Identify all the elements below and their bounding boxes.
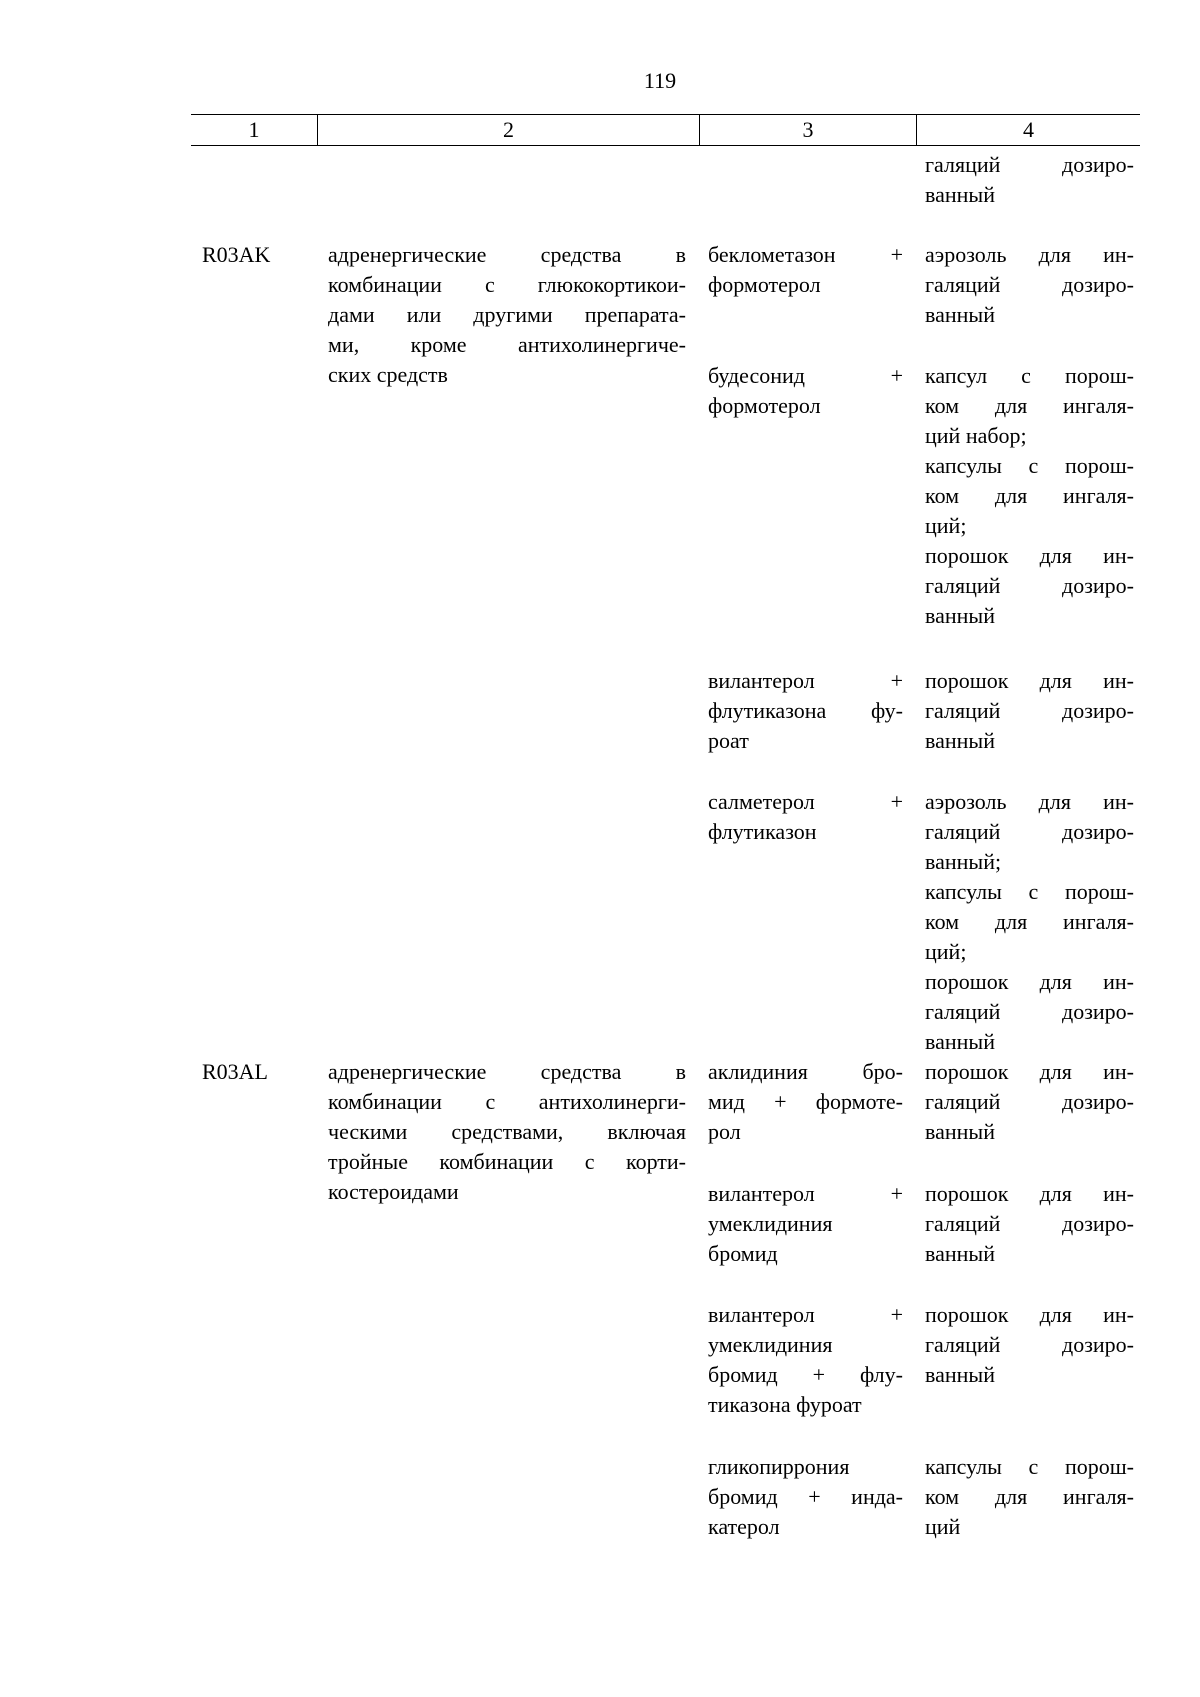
description-line: комбинации с антихолинерги- xyxy=(328,1089,686,1114)
form-line: галяций дозиро- xyxy=(925,698,1134,723)
drug-form xyxy=(925,787,1134,1057)
description-line: дами или другими препарата- xyxy=(328,302,686,327)
drug-name-line: рол xyxy=(708,1119,741,1144)
form-line: аэрозоль для ин- xyxy=(925,242,1134,267)
form-line: ций xyxy=(925,1514,961,1539)
drug-name xyxy=(708,787,903,847)
drug-name-line: вилантерол + xyxy=(708,1181,903,1206)
drug-name-line: гликопиррония xyxy=(708,1454,850,1479)
form-line: капсулы с порош- xyxy=(925,1454,1134,1479)
description-line: адренергические средства в xyxy=(328,1059,686,1084)
form-line: ком для ингаля- xyxy=(925,909,1134,934)
header-col-2: 2 xyxy=(503,117,514,142)
drug-name xyxy=(708,361,903,421)
form-line: ванный xyxy=(925,603,995,628)
form-line: ванный xyxy=(925,182,995,207)
description-line: ми, кроме антихолинергиче- xyxy=(328,332,686,357)
drug-name-line: вилантерол + xyxy=(708,1302,903,1327)
drug-form xyxy=(925,1057,1134,1147)
form-line: порошок для ин- xyxy=(925,969,1134,994)
description-line: костероидами xyxy=(328,1179,459,1204)
form-line: ванный xyxy=(925,1029,995,1054)
atc-code: R03AK xyxy=(202,242,271,267)
continuation-form-cell xyxy=(925,150,1134,210)
drug-name-line: бромид + инда- xyxy=(708,1484,903,1509)
group-description xyxy=(328,1057,686,1207)
form-line: ванный xyxy=(925,1362,995,1387)
drug-name-line: бромид + флу- xyxy=(708,1362,903,1387)
drug-name-line: беклометазон + xyxy=(708,242,903,267)
form-line: галяций дозиро- xyxy=(925,272,1134,297)
form-line: аэрозоль для ин- xyxy=(925,789,1134,814)
drug-name xyxy=(708,1057,903,1147)
drug-name xyxy=(708,1179,903,1269)
form-line: ванный xyxy=(925,302,995,327)
drug-name-line: вилантерол + xyxy=(708,668,903,693)
drug-name xyxy=(708,666,903,756)
form-line: ванный; xyxy=(925,849,1002,874)
drug-form xyxy=(925,1300,1134,1390)
drug-form xyxy=(925,666,1134,756)
drug-name-line: будесонид + xyxy=(708,363,903,388)
drug-name-line: катерол xyxy=(708,1514,780,1539)
form-line: галяций дозиро- xyxy=(925,152,1134,177)
form-line: ций; xyxy=(925,939,967,964)
description-line: комбинации с глюкокортикои- xyxy=(328,272,686,297)
drug-form xyxy=(925,1179,1134,1269)
form-line: порошок для ин- xyxy=(925,1181,1134,1206)
form-line: ванный xyxy=(925,1119,995,1144)
form-line: порошок для ин- xyxy=(925,1059,1134,1084)
drug-name xyxy=(708,1452,903,1542)
drug-name-line: формотерол xyxy=(708,393,821,418)
description-line: ческими средствами, включая xyxy=(328,1119,686,1144)
form-line: ций; xyxy=(925,513,967,538)
form-line: галяций дозиро- xyxy=(925,1211,1134,1236)
group-description xyxy=(328,240,686,390)
form-line: галяций дозиро- xyxy=(925,1089,1134,1114)
form-line: ций набор; xyxy=(925,423,1027,448)
description-line: адренергические средства в xyxy=(328,242,686,267)
form-line: капсулы с порош- xyxy=(925,453,1134,478)
form-line: ком для ингаля- xyxy=(925,1484,1134,1509)
drug-name-line: салметерол + xyxy=(708,789,903,814)
drug-form xyxy=(925,1452,1134,1542)
drug-name-line: умеклидиния xyxy=(708,1332,833,1357)
form-line: порошок для ин- xyxy=(925,668,1134,693)
form-line: порошок для ин- xyxy=(925,543,1134,568)
drug-name-line: аклидиния бро- xyxy=(708,1059,903,1084)
form-line: галяций дозиро- xyxy=(925,999,1134,1024)
form-line: галяций дозиро- xyxy=(925,573,1134,598)
form-line: ванный xyxy=(925,728,995,753)
header-col-4: 4 xyxy=(1023,117,1034,142)
form-line: галяций дозиро- xyxy=(925,1332,1134,1357)
table-header-row xyxy=(191,114,1140,146)
drug-name xyxy=(708,1300,903,1420)
atc-code: R03AL xyxy=(202,1059,268,1084)
form-line: капсул с порош- xyxy=(925,363,1134,388)
drug-name-line: флутиказона фу- xyxy=(708,698,903,723)
drug-name-line: флутиказон xyxy=(708,819,817,844)
drug-name-line: бромид xyxy=(708,1241,778,1266)
form-line: капсулы с порош- xyxy=(925,879,1134,904)
form-line: ком для ингаля- xyxy=(925,393,1134,418)
drug-name-line: формотерол xyxy=(708,272,821,297)
description-line: тройные комбинации с корти- xyxy=(328,1149,686,1174)
form-line: порошок для ин- xyxy=(925,1302,1134,1327)
drug-name xyxy=(708,240,903,300)
header-col-1: 1 xyxy=(248,117,260,142)
drug-name-line: мид + формоте- xyxy=(708,1089,903,1114)
form-line: галяций дозиро- xyxy=(925,819,1134,844)
form-line: ванный xyxy=(925,1241,995,1266)
page-number: 119 xyxy=(643,68,677,93)
drug-name-line: тиказона фуроат xyxy=(708,1392,862,1417)
drug-form xyxy=(925,361,1134,631)
description-line: ских средств xyxy=(328,362,448,387)
drug-name-line: роат xyxy=(708,728,749,753)
form-line: ком для ингаля- xyxy=(925,483,1134,508)
drug-form xyxy=(925,240,1134,330)
header-col-3: 3 xyxy=(802,117,814,142)
drug-name-line: умеклидиния xyxy=(708,1211,833,1236)
